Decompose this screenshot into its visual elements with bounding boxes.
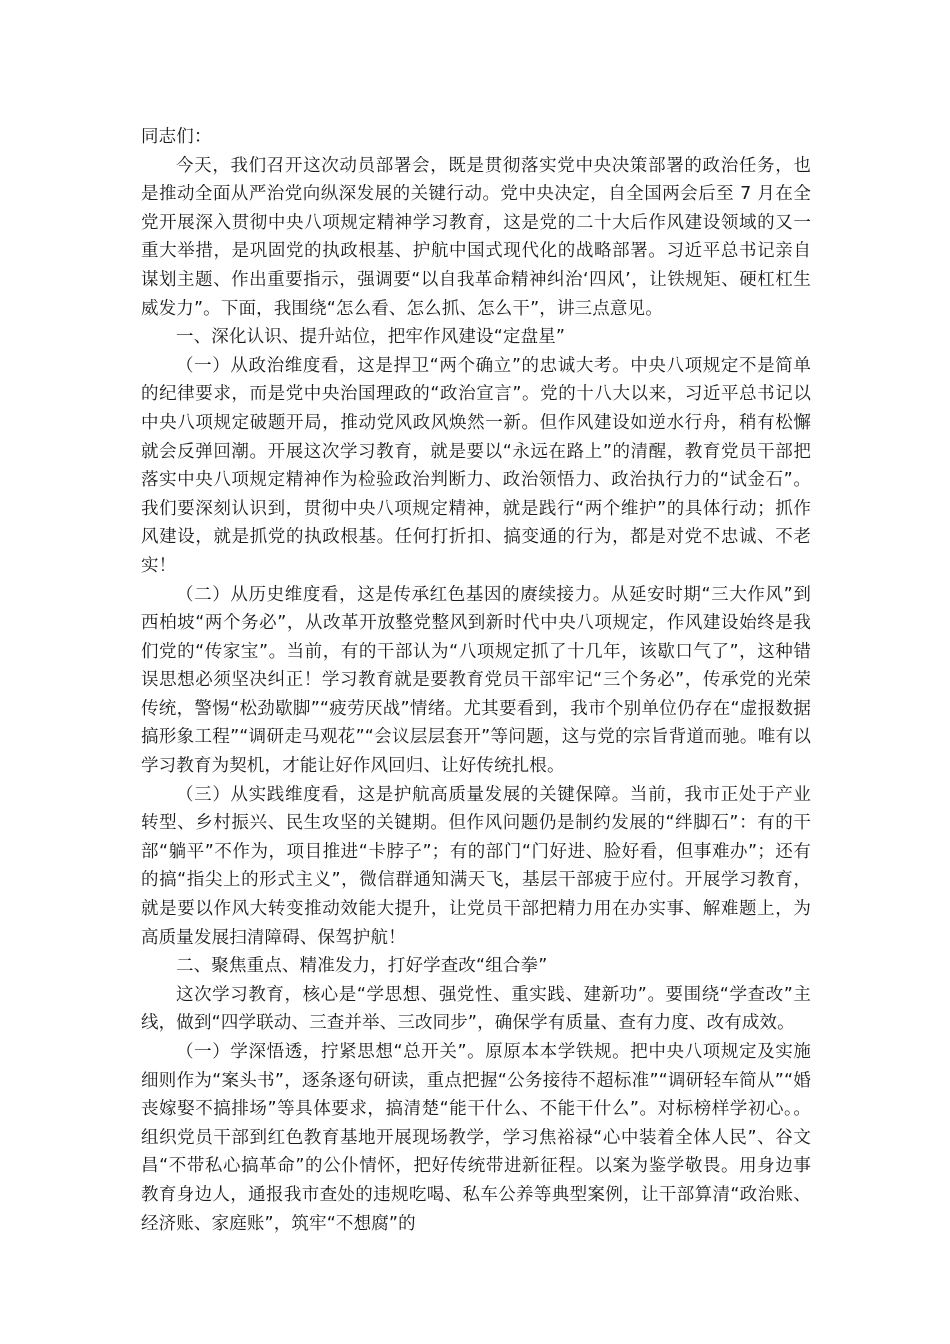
paragraph-1-3: （三）从实践维度看，这是护航高质量发展的关键保障。当前，我市正处于产业转型、乡村振兴、民生攻坚的关键期。但作风问题仍是制约发展的“绊脚石”：有的干部“躺平”不作为，项目推进“卡脖子”；有的部门“门好进、脸好看，但事难办”；还有的搞“指尖上的形式主义”，微信群通知满天飞，基层干部疲于应付。开展学习教育，就是要以作风大转变推动效能大提升，让党员干部把精力用在办实事、解难题上，为高质量发展扫清障碍、保驾护航！ — [141, 784, 811, 948]
paragraph-1-2: （二）从历史维度看，这是传承红色基因的赓续接力。从延安时期“三大作风”到西柏坡“两个务必”，从改革开放整党整风到新时代中央八项规定，作风建设始终是我们党的“传家宝”。当前，有的干部认为“八项规定抓了十几年，该歇口气了”，这种错误思想必须坚决纠正！学习教育就是要教育党员干部牢记“三个务必”，传承党的光荣传统，警惕“松劲歇脚”“疲劳厌战”情绪。尤其要看到，我市个别单位仍存在“虚报数据搞形象工程”“调研走马观花”“会议层层套开”等问题，这与党的宗旨背道而驰。唯有以学习教育为契机，才能让好作风回归、让好传统扎根。 — [141, 584, 811, 777]
paragraph-2-intro: 这次学习教育，核心是“学思想、强党性、重实践、建新功”。要围绕“学查改”主线，做到“四学联动、三查并举、三改同步”，确保学有质量、查有力度、改有成效。 — [141, 984, 811, 1034]
opening-paragraph: 今天，我们召开这次动员部署会，既是贯彻落实党中央决策部署的政治任务，也是推动全面从严治党向纵深发展的关键行动。党中央决定，自全国两会后至 7 月在全党开展深入贯彻中央八项规定精神学习教育，这是党的二十大后作风建设领域的又一重大举措，是巩固党的执政根基、护航中国式现代化的战略部署。习近平总书记亲自谋划主题、作出重要指示，强调要“以自我革命精神纠治‘四风’，让铁规矩、硬杠杠生威发力”。下面，我围绕“怎么看、怎么抓、怎么干”，讲三点意见。 — [141, 155, 811, 319]
salutation: 同志们： — [141, 127, 212, 147]
document-body — [141, 123, 811, 1238]
section-heading-2: 二、聚焦重点、精准发力，打好学查改“组合拳” — [176, 956, 548, 977]
paragraph-1-1: （一）从政治维度看，这是捍卫“两个确立”的忠诚大考。中央八项规定不是简单的纪律要求，而是党中央治国理政的“政治宣言”。党的十八大以来，习近平总书记以中央八项规定破题开局，推动党风政风焕然一新。但作风建设如逆水行舟，稍有松懈就会反弹回潮。开展这次学习教育，就是要以“永远在路上”的清醒，教育党员干部把落实中央八项规定精神作为检验政治判断力、政治领悟力、政治执行力的“试金石”。我们要深刻认识到，贯彻中央八项规定精神，就是践行“两个维护”的具体行动；抓作风建设，就是抓党的执政根基。任何打折扣、搞变通的行为，都是对党不忠诚、不老实！ — [141, 355, 811, 576]
section-heading-1: 一、深化认识、提升站位，把牢作风建设“定盘星” — [176, 327, 566, 348]
paragraph-2-1: （一）学深悟透，拧紧思想“总开关”。原原本本学铁规。把中央八项规定及实施细则作为“案头书”，逐条逐句研读，重点把握“公务接待不超标准”“调研轻车简从”“婚丧嫁娶不搞排场”等具体要求，搞清楚“能干什么、不能干什么”。对标榜样学初心。。组织党员干部到红色教育基地开展现场教学，学习焦裕禄“心中装着全体人民”、谷文昌“不带私心搞革命”的公仆情怀，把好传统带进新征程。以案为鉴学敬畏。用身边事教育身边人，通报我市查处的违规吃喝、私车公养等典型案例，让干部算清“政治账、经济账、家庭账”，筑牢“不想腐”的 — [141, 1042, 811, 1234]
